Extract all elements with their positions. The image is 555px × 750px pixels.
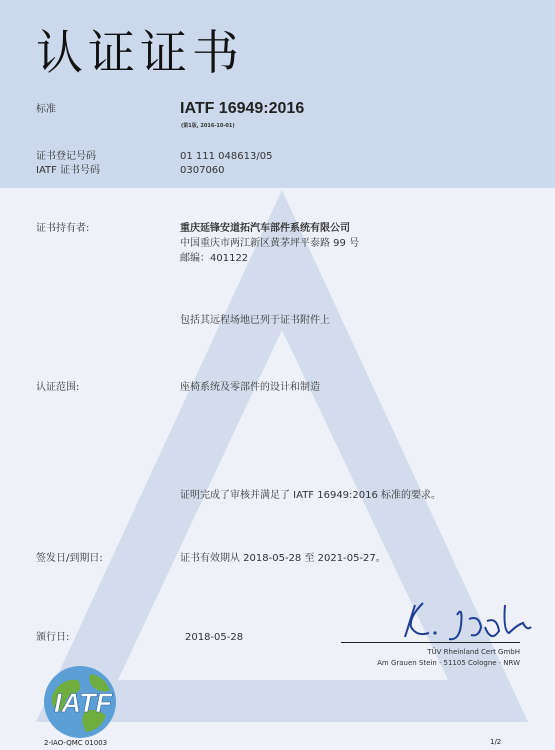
standard-edition: (第1版, 2016-10-01) (181, 123, 235, 129)
conformity-statement: 证明完成了审核并满足了 IATF 16949:2016 标准的要求。 (180, 490, 442, 501)
issuer-address: Am Grauen Stein · 51105 Cologne · NRW (377, 659, 520, 667)
page-number: 1/2 (490, 738, 502, 746)
remote-sites-note: 包括其远程场地已列于证书附件上 (180, 315, 330, 326)
signature-line (341, 642, 520, 643)
registration-label: 证书登记号码 (36, 151, 96, 162)
validity-label: 签发日/到期日: (36, 553, 103, 564)
holder-name: 重庆延锋安道拓汽车部件系统有限公司 (180, 223, 350, 234)
issue-date-label: 颁行日: (36, 632, 70, 643)
document-code: 2-IAO-QMC 01003 (44, 739, 108, 747)
holder-address: 中国重庆市两江新区黄茅坪平泰路 99 号 (180, 238, 360, 249)
issue-date-value: 2018-05-28 (185, 632, 244, 643)
standard-label: 标准 (36, 104, 56, 115)
page-title: 认证证书 (36, 26, 244, 81)
validity-value: 证书有效期从 2018-05-28 至 2021-05-27。 (180, 553, 386, 564)
standard-name: IATF 16949:2016 (180, 100, 305, 117)
iatf-number-value: 0307060 (180, 165, 225, 176)
scope-label: 认证范围: (36, 382, 80, 393)
registration-value: 01 111 048613/05 (180, 151, 273, 162)
iatf-number-label: IATF 证书号码 (36, 165, 101, 176)
signature-icon (395, 597, 535, 645)
issuer-name: TÜV Rheinland Cert GmbH (427, 648, 520, 656)
scope-value: 座椅系统及零部件的设计和制造 (180, 382, 320, 393)
holder-postcode: 邮编：401122 (180, 253, 249, 264)
issuer-block (344, 647, 520, 669)
holder-label: 证书持有者: (36, 223, 90, 234)
iatf-logo-text: IATF (54, 688, 112, 718)
iatf-globe-logo (34, 660, 132, 740)
